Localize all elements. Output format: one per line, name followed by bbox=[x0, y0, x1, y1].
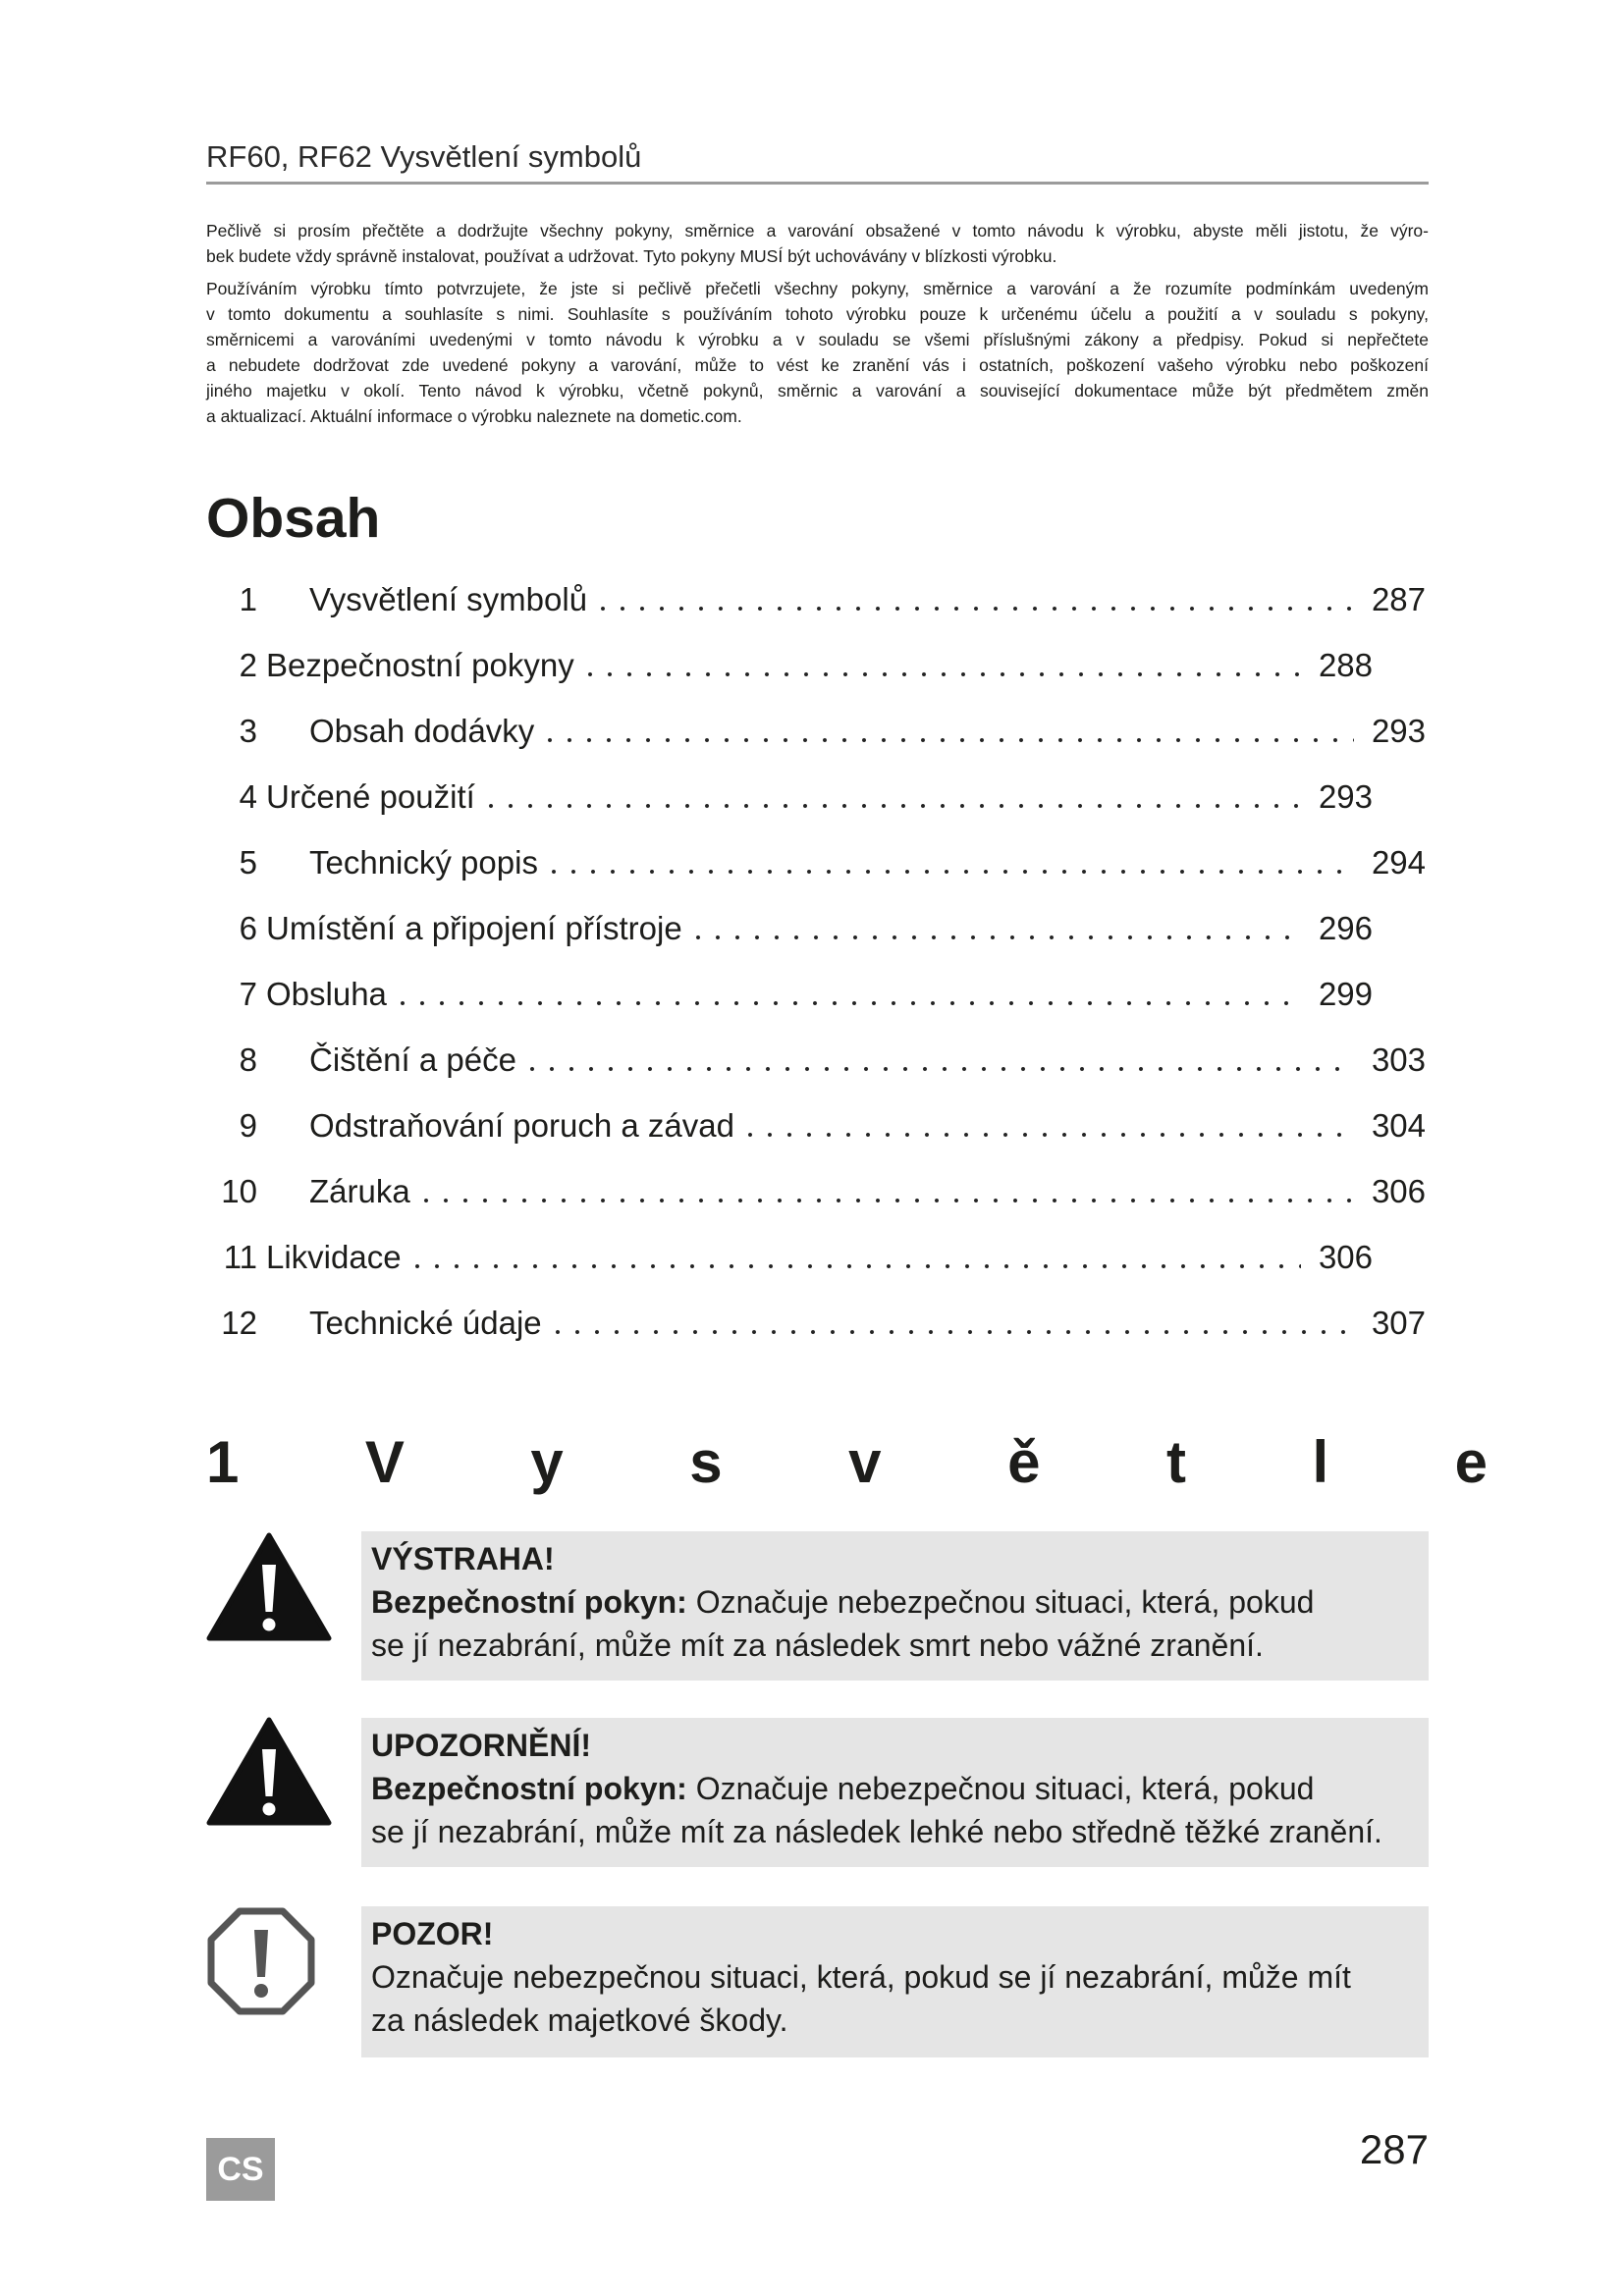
toc-entry bbox=[196, 1027, 1426, 1093]
notice-label: Bezpečnostní pokyn: bbox=[371, 1584, 687, 1620]
intro-line: směrnicemi a varováními uvedenými v tomto návodu k výrobku a v souladu se všemi příslušnými zákony a předpisy. Pokud si nepřečtete bbox=[206, 330, 1429, 349]
intro-line: jiného majetku v okolí. Tento návod k výrobku, včetně pokynů, směrnic a varování a související dokumentace může být předmětem změn bbox=[206, 381, 1429, 400]
exclamation-dot bbox=[263, 1803, 276, 1816]
toc-entry-title: Likvidace bbox=[266, 1238, 402, 1275]
toc-entry-number: 1 bbox=[239, 580, 257, 617]
toc-entry bbox=[196, 961, 1373, 1027]
notice-text: Označuje nebezpečnou situaci, která, pokud bbox=[695, 1771, 1315, 1806]
toc-entry-page: 293 bbox=[1371, 712, 1426, 749]
toc-entry-title: Obsah dodávky bbox=[309, 712, 535, 749]
toc-dot-leader bbox=[740, 1093, 1354, 1158]
toc-entry-page: 306 bbox=[1318, 1238, 1373, 1275]
toc-entry-number: 7 bbox=[239, 975, 257, 1012]
toc-entry-title: Určené použití bbox=[266, 777, 475, 815]
toc-entry bbox=[196, 1093, 1426, 1158]
toc-dot-leader bbox=[580, 632, 1301, 698]
toc-entry-page: 304 bbox=[1371, 1106, 1426, 1144]
toc-entry-page: 299 bbox=[1318, 975, 1373, 1012]
language-badge: CS bbox=[206, 2138, 275, 2201]
notice-text: Označuje nebezpečnou situaci, která, pokud bbox=[695, 1584, 1315, 1620]
table-of-contents bbox=[196, 566, 1426, 1356]
toc-dot-leader bbox=[688, 895, 1301, 961]
toc-entry-number: 5 bbox=[239, 843, 257, 881]
exclamation-dot bbox=[254, 1984, 268, 1998]
toc-entry-title: Odstraňování poruch a závad bbox=[309, 1106, 734, 1144]
notice-title: VÝSTRAHA! bbox=[371, 1541, 555, 1576]
toc-entry-number: 3 bbox=[239, 712, 257, 749]
toc-entry bbox=[196, 698, 1426, 764]
toc-entry bbox=[196, 566, 1426, 632]
toc-entry-page: 296 bbox=[1318, 909, 1373, 946]
toc-entry bbox=[196, 829, 1426, 895]
toc-dot-leader bbox=[481, 764, 1301, 829]
toc-entry-number: 6 bbox=[239, 909, 257, 946]
notice-title: POZOR! bbox=[371, 1916, 494, 1951]
notice-property-damage bbox=[361, 1906, 1429, 2057]
intro-line: Pečlivě si prosím přečtěte a dodržujte všechny pokyny, směrnice a varování obsažené v tomto návodu k výrobku, abyste měli jistotu, že výro- bbox=[206, 221, 1429, 240]
toc-entry bbox=[196, 1158, 1426, 1224]
toc-entry-title: Záruka bbox=[309, 1172, 410, 1209]
warning-triangle-icon bbox=[206, 1531, 332, 1641]
notice-title: UPOZORNĚNÍ! bbox=[371, 1728, 591, 1763]
toc-entry-number: 4 bbox=[239, 777, 257, 815]
intro-line: Používáním výrobku tímto potvrzujete, že jste si pečlivě přečetli všechny pokyny, směrnice a varování a že rozumíte podmínkám uvedeným bbox=[206, 279, 1429, 298]
caution-triangle-icon bbox=[206, 1716, 332, 1826]
intro-line: bek budete vždy správně instalovat, používat a udržovat. Tyto pokyny MUSÍ být uchovávány v blízkosti výrobku. bbox=[206, 246, 1057, 266]
page-number: 287 bbox=[1359, 2126, 1429, 2172]
toc-entry-page: 293 bbox=[1318, 777, 1373, 815]
notice-text: Označuje nebezpečnou situaci, která, pokud se jí nezabrání, může mít bbox=[371, 1959, 1351, 1995]
toc-entry-number: 11 bbox=[223, 1238, 257, 1275]
running-header: RF60, RF62 Vysvětlení symbolů bbox=[206, 139, 642, 174]
toc-entry-page: 294 bbox=[1371, 843, 1426, 881]
toc-dot-leader bbox=[522, 1027, 1354, 1093]
notice-text: za následek majetkové škody. bbox=[371, 2002, 788, 2038]
notice-text: se jí nezabrání, může mít za následek smrt nebo vážné zranění. bbox=[371, 1628, 1264, 1663]
intro-text bbox=[206, 218, 1429, 429]
header-divider bbox=[206, 182, 1429, 185]
toc-entry-page: 288 bbox=[1318, 646, 1373, 683]
toc-entry-number: 9 bbox=[239, 1106, 257, 1144]
toc-entry-page: 303 bbox=[1371, 1041, 1426, 1078]
notice-text: se jí nezabrání, může mít za následek lehké nebo středně těžké zranění. bbox=[371, 1814, 1382, 1849]
caution-notice bbox=[361, 1718, 1429, 1867]
toc-entry-title: Vysvětlení symbolů bbox=[309, 580, 588, 617]
intro-paragraph bbox=[206, 218, 1429, 269]
toc-entry-page: 307 bbox=[1371, 1304, 1426, 1341]
notice-line bbox=[371, 1767, 1419, 1810]
toc-entry-number: 8 bbox=[239, 1041, 257, 1078]
toc-entry-number: 2 bbox=[239, 646, 257, 683]
exclamation-dot bbox=[263, 1619, 276, 1631]
toc-entry-number: 10 bbox=[221, 1172, 257, 1209]
toc-entry bbox=[196, 895, 1373, 961]
toc-entry-title: Umístění a připojení přístroje bbox=[266, 909, 682, 946]
intro-paragraph bbox=[206, 276, 1429, 429]
toc-dot-leader bbox=[548, 1290, 1354, 1356]
intro-line: a nebudete dodržovat zde uvedené pokyny a varování, může to vést ke zranění vás i ostatních, poškození vašeho výrobku nebo poškození bbox=[206, 355, 1429, 375]
toc-entry-title: Technický popis bbox=[309, 843, 538, 881]
toc-dot-leader bbox=[593, 566, 1354, 632]
toc-entry-title: Čištění a péče bbox=[309, 1041, 516, 1078]
toc-dot-leader bbox=[540, 698, 1354, 764]
toc-entry-title: Technické údaje bbox=[309, 1304, 542, 1341]
toc-entry-page: 287 bbox=[1371, 580, 1426, 617]
toc-entry bbox=[196, 632, 1373, 698]
toc-entry-page: 306 bbox=[1371, 1172, 1426, 1209]
toc-dot-leader bbox=[416, 1158, 1354, 1224]
section-heading: 1 V y s v ě t l e bbox=[206, 1429, 1488, 1495]
exclamation-stroke bbox=[254, 1930, 268, 1977]
toc-dot-leader bbox=[544, 829, 1354, 895]
notice-label: Bezpečnostní pokyn: bbox=[371, 1771, 687, 1806]
toc-entry bbox=[196, 764, 1373, 829]
intro-line: a aktualizací. Aktuální informace o výrobku naleznete na dometic.com. bbox=[206, 406, 742, 426]
toc-dot-leader bbox=[393, 961, 1301, 1027]
toc-entry bbox=[196, 1290, 1426, 1356]
toc-dot-leader bbox=[407, 1224, 1301, 1290]
warning-notice bbox=[361, 1531, 1429, 1681]
octagon-exclamation-icon bbox=[206, 1906, 316, 2016]
notice-line bbox=[371, 1580, 1419, 1624]
toc-entry-title: Obsluha bbox=[266, 975, 387, 1012]
intro-line: v tomto dokumentu a souhlasíte s nimi. Souhlasíte s používáním tohoto výrobku pouze k určenému účelu a použití a v souladu s pokyny, bbox=[206, 304, 1429, 324]
toc-entry-number: 12 bbox=[221, 1304, 257, 1341]
toc-heading: Obsah bbox=[206, 487, 381, 550]
toc-entry bbox=[196, 1224, 1373, 1290]
toc-entry-title: Bezpečnostní pokyny bbox=[266, 646, 574, 683]
